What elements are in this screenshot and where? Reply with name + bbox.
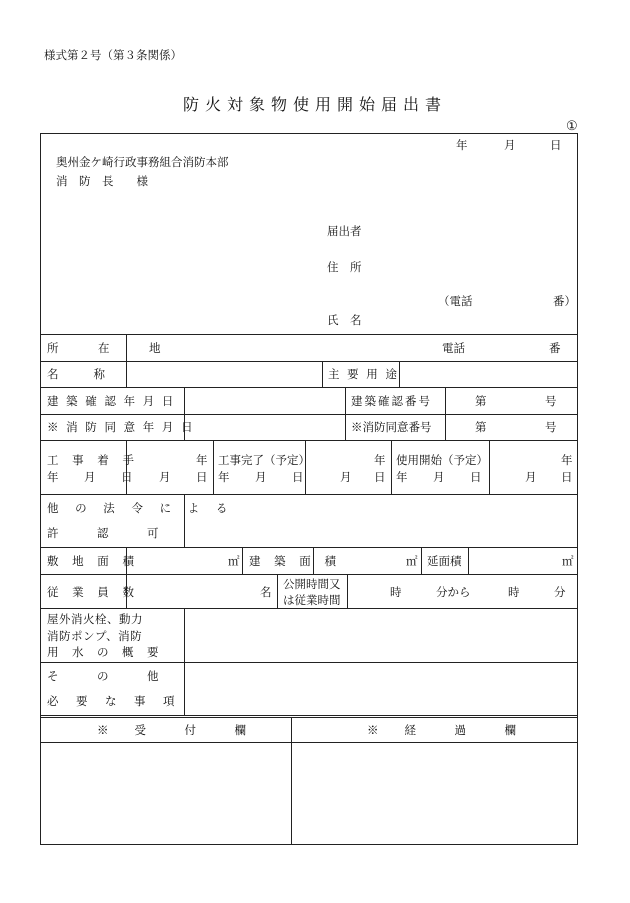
other-law-label-2: 許 認 可: [47, 526, 160, 540]
phone-label: （電話 番）: [438, 294, 576, 308]
rule: [40, 494, 578, 495]
rule: [40, 361, 578, 362]
construction-start-ymd: 年 月 日: [47, 470, 140, 484]
construction-start-month: 月: [159, 470, 171, 484]
location-phone-label: 電話: [442, 341, 465, 355]
rule: [213, 440, 214, 494]
building-area-unit: ㎡: [406, 554, 418, 568]
hours-end-minute: 分: [554, 585, 566, 599]
rule: [40, 717, 578, 718]
rule: [305, 440, 306, 494]
fire-consent-dai: 第: [475, 420, 487, 434]
rule: [40, 414, 578, 415]
use-start-label: 使用開始（予定）: [396, 453, 488, 467]
rule: [391, 440, 392, 494]
total-floor-area-unit: ㎡: [562, 554, 574, 568]
construction-start-label: 工 事 着 手: [47, 453, 139, 467]
use-start-day: 日: [561, 470, 573, 484]
month-label: 月: [504, 138, 516, 152]
fire-consent-date-label: ※ 消 防 同 意 年 月 日: [47, 420, 195, 434]
form-number: 様式第２号（第３条関係）: [44, 48, 182, 62]
other-matters-label-2: 必 要 な 事 項: [47, 694, 178, 708]
use-start-ymd: 年 月 日: [396, 470, 489, 484]
construction-end-ymd: 年 月 日: [218, 470, 311, 484]
rule: [291, 717, 292, 845]
hours-start-hour: 時: [390, 585, 402, 599]
rule: [345, 387, 346, 440]
other-matters-label-1: そ の 他: [47, 669, 160, 683]
rule: [40, 608, 578, 609]
hours-minute-from: 分から: [436, 585, 471, 599]
rule: [40, 662, 578, 663]
rule: [468, 547, 469, 574]
rule: [40, 334, 578, 335]
building-confirm-dai: 第: [475, 394, 487, 408]
site-area-label: 敷 地 面 積: [47, 554, 139, 568]
construction-end-month: 月: [340, 470, 352, 484]
addressee-org: 奥州金ケ崎行政事務組合消防本部: [56, 155, 229, 169]
addressee-title: 消 防 長 様: [56, 174, 148, 188]
building-confirm-no-label: 建築確認番号: [351, 394, 432, 408]
use-start-year: 年: [561, 453, 573, 467]
construction-start-year: 年: [196, 453, 208, 467]
rule: [399, 361, 400, 387]
employees-unit: 名: [260, 585, 272, 599]
year-label: 年: [456, 138, 468, 152]
location-label: 所 在 地: [47, 341, 175, 355]
other-law-label-1: 他 の 法 令 に よ る: [47, 501, 234, 515]
total-floor-area-label: 延面積: [427, 554, 462, 568]
rule: [184, 608, 185, 715]
fire-consent-go: 号: [545, 420, 557, 434]
building-confirm-date-label: 建 築 確 認 年 月 日: [47, 394, 176, 408]
hours-label-1: 公開時間又: [283, 577, 341, 591]
construction-end-label: 工事完了（予定）: [218, 453, 310, 467]
building-confirm-go: 号: [545, 394, 557, 408]
rule: [277, 574, 278, 608]
rule: [40, 742, 578, 743]
rule: [126, 440, 127, 494]
fire-consent-no-label: ※消防同意番号: [351, 420, 432, 434]
reception-header: ※ 受 付 欄: [97, 723, 247, 737]
rule: [421, 547, 422, 574]
rule: [489, 440, 490, 494]
construction-start-day: 日: [196, 470, 208, 484]
construction-end-year: 年: [374, 453, 386, 467]
main-use-label: 主 要 用 途: [328, 367, 399, 381]
rule: [40, 387, 578, 388]
progress-header: ※ 経 過 欄: [367, 723, 517, 737]
hydrant-label-1: 屋外消火栓、動力: [47, 612, 143, 626]
rule: [40, 440, 578, 441]
notifier-label: 届出者: [327, 224, 362, 238]
site-area-unit: ㎡: [228, 554, 240, 568]
day-label: 日: [550, 138, 562, 152]
construction-end-day: 日: [374, 470, 386, 484]
rule: [40, 547, 578, 548]
employees-label: 従 業 員 数: [47, 585, 139, 599]
hydrant-label-2: 消防ポンプ、消防: [47, 629, 143, 643]
rule: [40, 715, 578, 716]
document-title: 防火対象物使用開始届出書: [182, 95, 447, 114]
hours-label-2: は従業時間: [283, 593, 341, 607]
address-label: 住 所: [327, 260, 362, 274]
rule: [40, 574, 578, 575]
location-phone-suffix: 番: [549, 341, 561, 355]
hours-end-hour: 時: [508, 585, 520, 599]
rule: [242, 547, 243, 574]
rule: [322, 361, 323, 387]
building-area-label: 建 築 面 積: [249, 554, 341, 568]
name-label: 氏 名: [327, 313, 362, 327]
use-start-month: 月: [525, 470, 537, 484]
rule: [445, 387, 446, 440]
facility-name-label: 名 称: [47, 367, 109, 381]
page-marker: ①: [566, 119, 578, 134]
form-frame: [40, 133, 578, 845]
rule: [347, 574, 348, 608]
hydrant-label-3: 用 水 の 概 要: [47, 645, 160, 659]
